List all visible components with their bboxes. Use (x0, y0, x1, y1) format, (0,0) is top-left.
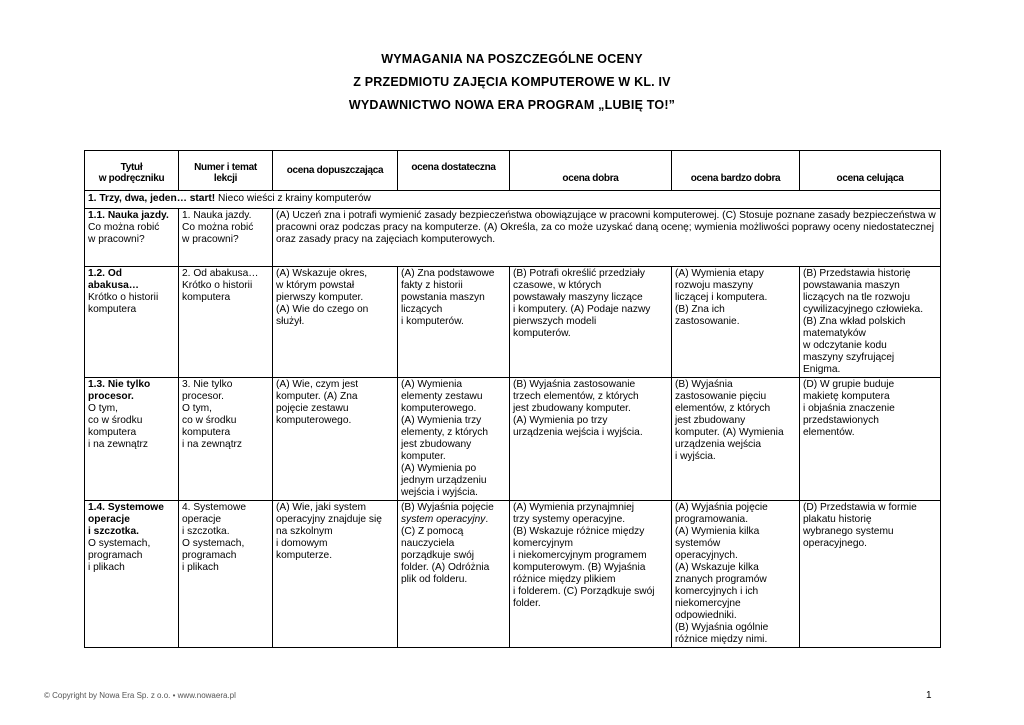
page-number: 1 (926, 690, 932, 701)
cell-celujaca: (B) Przedstawia historię powstawania maszyn liczących na tle rozwoju cywilizacyjnego człowieka. (B) Zna wkład polskich matematyków w odczytanie kodu maszyny szyfrującej Enigma. (800, 267, 941, 378)
cell-bardzo-dobra: (A) Wymienia etapy rozwoju maszyny liczącej i komputera. (B) Zna ich zastosowanie. (672, 267, 800, 378)
cell-numer: 4. Systemowe operacje i szczotka. O systemach, programach i plikach (179, 501, 273, 648)
table-row (85, 209, 941, 267)
header-dostateczna: ocena dostateczna (398, 151, 510, 191)
cell-bardzo-dobra: (B) Wyjaśnia zastosowanie pięciu elementów, z których jest zbudowany komputer. (A) Wymienia urządzenia wejścia i wyjścia. (672, 378, 800, 501)
header-row (85, 151, 941, 191)
cell-numer: 2. Od abakusa… Krótko o historii komputera (179, 267, 273, 378)
header-numer: Numer i temat lekcji (179, 151, 273, 191)
table-row (85, 378, 941, 501)
cell-dostateczna: (A) Zna podstawowe fakty z historii powstania maszyn liczących i komputerów. (398, 267, 510, 378)
cell-dostateczna: (A) Wymienia elementy zestawu komputerowego. (A) Wymienia trzy elementy, z których jest zbudowany komputer. (A) Wymienia po jednym urządzeniu wejścia i wyjścia. (398, 378, 510, 501)
cell-tytul: 1.1. Nauka jazdy. Co można robić w pracowni? (85, 209, 179, 267)
cell-tytul: 1.4. Systemowe operacje i szczotka. O systemach, programach i plikach (85, 501, 179, 648)
cell-celujaca: (D) W grupie buduje makietę komputera i objaśnia znaczenie przedstawionych elementów. (800, 378, 941, 501)
cell-bardzo-dobra: (A) Wyjaśnia pojęcie programowania. (A) Wymienia kilka systemów operacyjnych. (A) Wskazuje kilka znanych programów komercyjnych i ich niekomercyjne odpowiedniki. (B) Wyjaśnia ogólnie różnice między nimi. (672, 501, 800, 648)
cell-celujaca: (D) Przedstawia w formie plakatu historię wybranego systemu operacyjnego. (800, 501, 941, 648)
cell-tytul: 1.2. Od abakusa… Krótko o historii komputera (85, 267, 179, 378)
cell-dopuszczajaca: (A) Wie, jaki system operacyjny znajduje się na szkolnym i domowym komputerze. (273, 501, 398, 648)
copyright-footer: © Copyright by Nowa Era Sp. z o.o. • www.nowaera.pl (44, 691, 236, 700)
header-dopuszczajaca: ocena dopuszczająca (273, 151, 398, 191)
header-tytul: Tytuł w podręczniku (85, 151, 179, 191)
table-row (85, 267, 941, 378)
cell-dostateczna: (B) Wyjaśnia pojęcie system operacyjny. (C) Z pomocą nauczyciela porządkuje swój folder. (A) Odróżnia plik od folderu. (398, 501, 510, 648)
cell-dobra: (B) Wyjaśnia zastosowanie trzech elementów, z których jest zbudowany komputer. (A) Wymienia po trzy urządzenia wejścia i wyjścia. (510, 378, 672, 501)
cell-numer: 1. Nauka jazdy. Co można robić w pracowni? (179, 209, 273, 267)
cell-dobra: (B) Potrafi określić przedziały czasowe, w których powstawały maszyny liczące i komputery. (A) Podaje nazwy pierwszych modeli komputerów. (510, 267, 672, 378)
cell-tytul: 1.3. Nie tylko procesor. O tym, co w środku komputera i na zewnątrz (85, 378, 179, 501)
cell-numer: 3. Nie tylko procesor. O tym, co w środku komputera i na zewnątrz (179, 378, 273, 501)
header-celujaca: ocena celująca (800, 151, 941, 191)
cell-dopuszczajaca: (A) Wie, czym jest komputer. (A) Zna pojęcie zestawu komputerowego. (273, 378, 398, 501)
title-line-2: Z PRZEDMIOTU ZAJĘCIA KOMPUTEROWE W KL. IV (353, 75, 671, 89)
cell-dobra: (A) Wymienia przynajmniej trzy systemy operacyjne. (B) Wskazuje różnice między komercyjnym i niekomercyjnym programem komputerowym. (B) Wyjaśnia różnice między plikiem i folderem. (C) Porządkuje swój folder. (510, 501, 672, 648)
table-row (85, 501, 941, 648)
cell-merged-requirements: (A) Uczeń zna i potrafi wymienić zasady bezpieczeństwa obowiązujące w pracowni komputerowej. (C) Stosuje poznane zasady bezpieczeństwa w pracowni oraz podczas pracy na komputerze. (A) Określa, za co może uzyskać daną ocenę; wymienia możliwości poprawy oceny niedostatecznej oraz zasady pracy na zajęciach komputerowych. (273, 209, 941, 267)
requirements-table (84, 150, 941, 648)
document-title (0, 48, 1024, 117)
header-dobra: ocena dobra (510, 151, 672, 191)
header-bardzo-dobra: ocena bardzo dobra (672, 151, 800, 191)
section-row (85, 191, 941, 209)
title-line-1: WYMAGANIA NA POSZCZEGÓLNE OCENY (381, 52, 643, 66)
title-line-3: WYDAWNICTWO NOWA ERA PROGRAM „LUBIĘ TO!” (348, 98, 676, 112)
section-title: 1. Trzy, dwa, jeden… start! Nieco wieści z krainy komputerów (85, 191, 941, 209)
cell-dopuszczajaca: (A) Wskazuje okres, w którym powstał pierwszy komputer. (A) Wie do czego on służył. (273, 267, 398, 378)
